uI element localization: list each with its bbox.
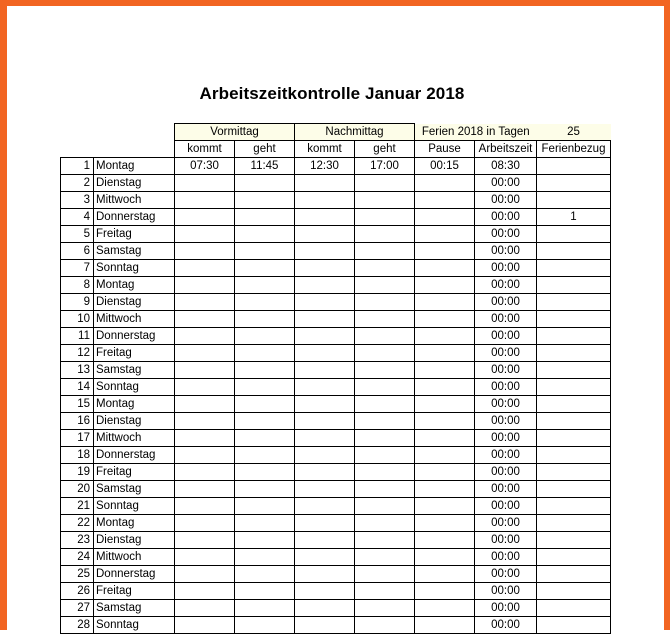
weekday-cell: Sonntag — [94, 498, 175, 515]
arbeitszeit-cell: 00:00 — [475, 617, 537, 634]
nm-kommt-cell[interactable] — [295, 243, 355, 260]
nm-kommt-cell[interactable] — [295, 175, 355, 192]
vm-geht-cell[interactable] — [235, 209, 295, 226]
nm-kommt-cell[interactable] — [295, 481, 355, 498]
table-row — [61, 532, 611, 549]
nm-kommt-cell[interactable] — [295, 413, 355, 430]
arbeitszeit-cell: 00:00 — [475, 515, 537, 532]
row-number-cell: 19 — [61, 464, 94, 481]
arbeitszeit-cell: 00:00 — [475, 413, 537, 430]
table-row — [61, 566, 611, 583]
vm-kommt-cell[interactable] — [175, 549, 235, 566]
nm-geht-cell[interactable] — [355, 362, 415, 379]
row-number-cell: 18 — [61, 447, 94, 464]
row-number-cell: 26 — [61, 583, 94, 600]
table-row — [61, 328, 611, 345]
nm-kommt-cell[interactable] — [295, 226, 355, 243]
ferienbezug-cell[interactable] — [537, 158, 611, 175]
header-nm-geht: geht — [355, 141, 415, 158]
header-pause: Pause — [415, 141, 475, 158]
vm-kommt-cell[interactable] — [175, 566, 235, 583]
row-number-cell: 8 — [61, 277, 94, 294]
vm-geht-cell[interactable] — [235, 413, 295, 430]
pause-cell[interactable] — [415, 277, 475, 294]
arbeitszeit-cell: 00:00 — [475, 396, 537, 413]
ferienbezug-cell[interactable] — [537, 600, 611, 617]
vm-geht-cell[interactable] — [235, 328, 295, 345]
arbeitszeit-cell: 00:00 — [475, 566, 537, 583]
ferienbezug-cell[interactable] — [537, 192, 611, 209]
row-number-cell: 28 — [61, 617, 94, 634]
nm-geht-cell[interactable] — [355, 175, 415, 192]
table-row — [61, 600, 611, 617]
arbeitszeit-cell: 00:00 — [475, 209, 537, 226]
pause-cell[interactable] — [415, 549, 475, 566]
ferienbezug-cell[interactable] — [537, 583, 611, 600]
table-row — [61, 209, 611, 226]
vm-geht-cell[interactable] — [235, 498, 295, 515]
nm-kommt-cell[interactable] — [295, 549, 355, 566]
vm-geht-cell[interactable] — [235, 294, 295, 311]
weekday-cell: Mittwoch — [94, 192, 175, 209]
table-row — [61, 498, 611, 515]
table-row — [61, 243, 611, 260]
nm-kommt-cell[interactable]: 12:30 — [295, 158, 355, 175]
pause-cell[interactable] — [415, 566, 475, 583]
pause-cell[interactable] — [415, 226, 475, 243]
ferien-days-value[interactable]: 25 — [537, 124, 611, 141]
vm-geht-cell[interactable]: 11:45 — [235, 158, 295, 175]
vm-geht-cell[interactable] — [235, 362, 295, 379]
pause-cell[interactable] — [415, 464, 475, 481]
arbeitszeit-cell: 00:00 — [475, 226, 537, 243]
nm-kommt-cell[interactable] — [295, 515, 355, 532]
pause-cell[interactable] — [415, 413, 475, 430]
pause-cell[interactable] — [415, 447, 475, 464]
row-number-cell: 7 — [61, 260, 94, 277]
vm-kommt-cell[interactable] — [175, 413, 235, 430]
weekday-cell: Donnerstag — [94, 209, 175, 226]
header-vormittag: Vormittag — [175, 124, 295, 141]
table-row — [61, 311, 611, 328]
vm-geht-cell[interactable] — [235, 311, 295, 328]
table-row — [61, 430, 611, 447]
table-row — [61, 192, 611, 209]
weekday-cell: Montag — [94, 158, 175, 175]
arbeitszeit-cell: 00:00 — [475, 447, 537, 464]
arbeitszeit-cell: 00:00 — [475, 430, 537, 447]
arbeitszeit-cell: 00:00 — [475, 583, 537, 600]
pause-cell[interactable] — [415, 345, 475, 362]
pause-cell[interactable] — [415, 532, 475, 549]
vm-kommt-cell[interactable] — [175, 362, 235, 379]
nm-geht-cell[interactable] — [355, 600, 415, 617]
nm-kommt-cell[interactable] — [295, 192, 355, 209]
ferienbezug-cell[interactable] — [537, 175, 611, 192]
nm-geht-cell[interactable] — [355, 413, 415, 430]
vm-kommt-cell[interactable] — [175, 192, 235, 209]
nm-geht-cell[interactable] — [355, 447, 415, 464]
table-row — [61, 379, 611, 396]
weekday-cell: Montag — [94, 515, 175, 532]
ferienbezug-cell[interactable] — [537, 498, 611, 515]
vm-geht-cell[interactable] — [235, 549, 295, 566]
arbeitszeit-cell: 00:00 — [475, 192, 537, 209]
weekday-cell: Sonntag — [94, 379, 175, 396]
page-title: Arbeitszeitkontrolle Januar 2018 — [199, 84, 465, 103]
row-number-cell: 13 — [61, 362, 94, 379]
vm-kommt-cell[interactable] — [175, 498, 235, 515]
table-row — [61, 481, 611, 498]
ferienbezug-cell[interactable] — [537, 345, 611, 362]
vm-geht-cell[interactable] — [235, 243, 295, 260]
nm-kommt-cell[interactable] — [295, 294, 355, 311]
header-vm-kommt: kommt — [175, 141, 235, 158]
nm-kommt-cell[interactable] — [295, 362, 355, 379]
header-vm-geht: geht — [235, 141, 295, 158]
weekday-cell: Samstag — [94, 243, 175, 260]
table-row — [61, 413, 611, 430]
weekday-cell: Samstag — [94, 362, 175, 379]
ferienbezug-cell[interactable] — [537, 260, 611, 277]
ferienbezug-cell[interactable] — [537, 464, 611, 481]
ferienbezug-cell[interactable] — [537, 447, 611, 464]
nm-geht-cell[interactable] — [355, 192, 415, 209]
vm-kommt-cell[interactable] — [175, 481, 235, 498]
vm-geht-cell[interactable] — [235, 532, 295, 549]
nm-geht-cell[interactable] — [355, 243, 415, 260]
nm-geht-cell[interactable]: 17:00 — [355, 158, 415, 175]
pause-cell[interactable] — [415, 396, 475, 413]
vm-kommt-cell[interactable] — [175, 464, 235, 481]
nm-kommt-cell[interactable] — [295, 345, 355, 362]
vm-kommt-cell[interactable] — [175, 328, 235, 345]
nm-kommt-cell[interactable] — [295, 277, 355, 294]
ferienbezug-cell[interactable] — [537, 515, 611, 532]
nm-geht-cell[interactable] — [355, 566, 415, 583]
nm-kommt-cell[interactable] — [295, 379, 355, 396]
nm-geht-cell[interactable] — [355, 294, 415, 311]
arbeitszeit-cell: 00:00 — [475, 464, 537, 481]
nm-geht-cell[interactable] — [355, 430, 415, 447]
nm-geht-cell[interactable] — [355, 464, 415, 481]
pause-cell[interactable] — [415, 362, 475, 379]
arbeitszeit-cell: 00:00 — [475, 328, 537, 345]
row-number-cell: 25 — [61, 566, 94, 583]
ferienbezug-cell[interactable] — [537, 328, 611, 345]
arbeitszeit-cell: 08:30 — [475, 158, 537, 175]
arbeitszeit-cell: 00:00 — [475, 277, 537, 294]
pause-cell[interactable] — [415, 379, 475, 396]
table-row — [61, 617, 611, 634]
table-row — [61, 345, 611, 362]
vm-geht-cell[interactable] — [235, 192, 295, 209]
header-row-columns — [61, 141, 611, 158]
weekday-cell: Montag — [94, 396, 175, 413]
pause-cell[interactable] — [415, 294, 475, 311]
vm-geht-cell[interactable] — [235, 566, 295, 583]
weekday-cell: Mittwoch — [94, 430, 175, 447]
table-row — [61, 549, 611, 566]
ferienbezug-cell[interactable] — [537, 379, 611, 396]
vm-geht-cell[interactable] — [235, 379, 295, 396]
nm-kommt-cell[interactable] — [295, 447, 355, 464]
vm-geht-cell[interactable] — [235, 583, 295, 600]
row-number-cell: 2 — [61, 175, 94, 192]
row-number-cell: 17 — [61, 430, 94, 447]
vm-geht-cell[interactable] — [235, 515, 295, 532]
vm-kommt-cell[interactable] — [175, 430, 235, 447]
nm-geht-cell[interactable] — [355, 396, 415, 413]
table-row — [61, 226, 611, 243]
vm-kommt-cell[interactable] — [175, 515, 235, 532]
header-nachmittag: Nachmittag — [295, 124, 415, 141]
nm-kommt-cell[interactable] — [295, 311, 355, 328]
ferienbezug-cell[interactable] — [537, 243, 611, 260]
nm-kommt-cell[interactable] — [295, 209, 355, 226]
arbeitszeit-cell: 00:00 — [475, 294, 537, 311]
header-nm-kommt: kommt — [295, 141, 355, 158]
vm-geht-cell[interactable] — [235, 600, 295, 617]
vm-kommt-cell[interactable] — [175, 396, 235, 413]
table-row — [61, 464, 611, 481]
nm-geht-cell[interactable] — [355, 515, 415, 532]
nm-kommt-cell[interactable] — [295, 583, 355, 600]
ferienbezug-cell[interactable] — [537, 549, 611, 566]
vm-kommt-cell[interactable] — [175, 243, 235, 260]
arbeitszeit-cell: 00:00 — [475, 260, 537, 277]
row-number-cell: 4 — [61, 209, 94, 226]
header-ferienbezug: Ferienbezug — [537, 141, 611, 158]
pause-cell[interactable] — [415, 515, 475, 532]
table-row — [61, 158, 611, 175]
vm-geht-cell[interactable] — [235, 175, 295, 192]
vm-kommt-cell[interactable] — [175, 447, 235, 464]
nm-kommt-cell[interactable] — [295, 430, 355, 447]
pause-cell[interactable]: 00:15 — [415, 158, 475, 175]
arbeitszeit-cell: 00:00 — [475, 311, 537, 328]
pause-cell[interactable] — [415, 175, 475, 192]
nm-geht-cell[interactable] — [355, 481, 415, 498]
nm-geht-cell[interactable] — [355, 209, 415, 226]
pause-cell[interactable] — [415, 209, 475, 226]
nm-kommt-cell[interactable] — [295, 532, 355, 549]
nm-kommt-cell[interactable] — [295, 464, 355, 481]
row-number-cell: 12 — [61, 345, 94, 362]
arbeitszeit-cell: 00:00 — [475, 345, 537, 362]
arbeitszeit-cell: 00:00 — [475, 379, 537, 396]
pause-cell[interactable] — [415, 498, 475, 515]
nm-geht-cell[interactable] — [355, 532, 415, 549]
weekday-cell: Samstag — [94, 481, 175, 498]
nm-geht-cell[interactable] — [355, 498, 415, 515]
nm-geht-cell[interactable] — [355, 226, 415, 243]
row-number-cell: 10 — [61, 311, 94, 328]
weekday-cell: Mittwoch — [94, 549, 175, 566]
nm-geht-cell[interactable] — [355, 260, 415, 277]
nm-geht-cell[interactable] — [355, 277, 415, 294]
table-row — [61, 260, 611, 277]
empty-cell — [61, 141, 94, 158]
weekday-cell: Donnerstag — [94, 447, 175, 464]
vm-geht-cell[interactable] — [235, 430, 295, 447]
weekday-cell: Mittwoch — [94, 311, 175, 328]
table-row — [61, 447, 611, 464]
weekday-cell: Dienstag — [94, 175, 175, 192]
vm-kommt-cell[interactable] — [175, 617, 235, 634]
row-number-cell: 14 — [61, 379, 94, 396]
weekday-cell: Donnerstag — [94, 566, 175, 583]
empty-cell — [94, 124, 175, 141]
pause-cell[interactable] — [415, 430, 475, 447]
nm-kommt-cell[interactable] — [295, 328, 355, 345]
pause-cell[interactable] — [415, 243, 475, 260]
vm-kommt-cell[interactable] — [175, 345, 235, 362]
vm-geht-cell[interactable] — [235, 345, 295, 362]
nm-geht-cell[interactable] — [355, 583, 415, 600]
arbeitszeit-cell: 00:00 — [475, 175, 537, 192]
nm-kommt-cell[interactable] — [295, 396, 355, 413]
vm-geht-cell[interactable] — [235, 260, 295, 277]
header-arbeitszeit: Arbeitszeit — [475, 141, 537, 158]
nm-kommt-cell[interactable] — [295, 260, 355, 277]
row-number-cell: 1 — [61, 158, 94, 175]
pause-cell[interactable] — [415, 583, 475, 600]
weekday-cell: Samstag — [94, 600, 175, 617]
empty-cell — [94, 141, 175, 158]
row-number-cell: 9 — [61, 294, 94, 311]
table-row — [61, 583, 611, 600]
vm-geht-cell[interactable] — [235, 226, 295, 243]
nm-geht-cell[interactable] — [355, 311, 415, 328]
row-number-cell: 15 — [61, 396, 94, 413]
vm-kommt-cell[interactable] — [175, 209, 235, 226]
arbeitszeit-cell: 00:00 — [475, 243, 537, 260]
ferienbezug-cell[interactable] — [537, 430, 611, 447]
row-number-cell: 5 — [61, 226, 94, 243]
ferienbezug-cell[interactable] — [537, 532, 611, 549]
vm-kommt-cell[interactable] — [175, 583, 235, 600]
nm-kommt-cell[interactable] — [295, 498, 355, 515]
table-row — [61, 175, 611, 192]
row-number-cell: 6 — [61, 243, 94, 260]
vm-kommt-cell[interactable] — [175, 311, 235, 328]
row-number-cell: 20 — [61, 481, 94, 498]
table-row — [61, 362, 611, 379]
arbeitszeit-cell: 00:00 — [475, 549, 537, 566]
vm-kommt-cell[interactable] — [175, 379, 235, 396]
arbeitszeit-cell: 00:00 — [475, 362, 537, 379]
weekday-cell: Dienstag — [94, 294, 175, 311]
weekday-cell: Donnerstag — [94, 328, 175, 345]
row-number-cell: 27 — [61, 600, 94, 617]
pause-cell[interactable] — [415, 328, 475, 345]
vm-kommt-cell[interactable] — [175, 277, 235, 294]
ferienbezug-cell[interactable] — [537, 277, 611, 294]
ferienbezug-cell[interactable] — [537, 226, 611, 243]
weekday-cell: Dienstag — [94, 532, 175, 549]
header-row-periods — [61, 124, 611, 141]
table-row — [61, 515, 611, 532]
table-row — [61, 277, 611, 294]
arbeitszeit-cell: 00:00 — [475, 532, 537, 549]
ferienbezug-cell[interactable]: 1 — [537, 209, 611, 226]
vm-kommt-cell[interactable] — [175, 294, 235, 311]
nm-kommt-cell[interactable] — [295, 617, 355, 634]
vm-kommt-cell[interactable] — [175, 226, 235, 243]
pause-cell[interactable] — [415, 260, 475, 277]
table-row — [61, 294, 611, 311]
ferienbezug-cell[interactable] — [537, 617, 611, 634]
vm-geht-cell[interactable] — [235, 464, 295, 481]
ferienbezug-cell[interactable] — [537, 294, 611, 311]
table-row — [61, 396, 611, 413]
nm-geht-cell[interactable] — [355, 379, 415, 396]
vm-geht-cell[interactable] — [235, 277, 295, 294]
row-number-cell: 21 — [61, 498, 94, 515]
ferienbezug-cell[interactable] — [537, 566, 611, 583]
weekday-cell: Freitag — [94, 464, 175, 481]
nm-geht-cell[interactable] — [355, 328, 415, 345]
vm-kommt-cell[interactable]: 07:30 — [175, 158, 235, 175]
vm-geht-cell[interactable] — [235, 617, 295, 634]
ferienbezug-cell[interactable] — [537, 311, 611, 328]
pause-cell[interactable] — [415, 311, 475, 328]
arbeitszeit-cell: 00:00 — [475, 600, 537, 617]
vm-kommt-cell[interactable] — [175, 532, 235, 549]
empty-cell — [61, 124, 94, 141]
arbeitszeit-cell: 00:00 — [475, 481, 537, 498]
row-number-cell: 22 — [61, 515, 94, 532]
weekday-cell: Freitag — [94, 345, 175, 362]
vm-kommt-cell[interactable] — [175, 175, 235, 192]
timesheet-table — [60, 123, 611, 634]
row-number-cell: 23 — [61, 532, 94, 549]
ferien-days-label: Ferien 2018 in Tagen — [415, 124, 537, 141]
ferienbezug-cell[interactable] — [537, 362, 611, 379]
vm-geht-cell[interactable] — [235, 481, 295, 498]
weekday-cell: Dienstag — [94, 413, 175, 430]
pause-cell[interactable] — [415, 617, 475, 634]
arbeitszeit-cell: 00:00 — [475, 498, 537, 515]
vm-geht-cell[interactable] — [235, 396, 295, 413]
nm-geht-cell[interactable] — [355, 345, 415, 362]
ferienbezug-cell[interactable] — [537, 413, 611, 430]
nm-kommt-cell[interactable] — [295, 600, 355, 617]
row-number-cell: 24 — [61, 549, 94, 566]
vm-kommt-cell[interactable] — [175, 600, 235, 617]
pause-cell[interactable] — [415, 481, 475, 498]
pause-cell[interactable] — [415, 600, 475, 617]
vm-kommt-cell[interactable] — [175, 260, 235, 277]
ferienbezug-cell[interactable] — [537, 481, 611, 498]
pause-cell[interactable] — [415, 192, 475, 209]
row-number-cell: 11 — [61, 328, 94, 345]
row-number-cell: 16 — [61, 413, 94, 430]
weekday-cell: Sonntag — [94, 260, 175, 277]
weekday-cell: Montag — [94, 277, 175, 294]
nm-kommt-cell[interactable] — [295, 566, 355, 583]
weekday-cell: Freitag — [94, 226, 175, 243]
weekday-cell: Freitag — [94, 583, 175, 600]
vm-geht-cell[interactable] — [235, 447, 295, 464]
weekday-cell: Sonntag — [94, 617, 175, 634]
ferienbezug-cell[interactable] — [537, 396, 611, 413]
nm-geht-cell[interactable] — [355, 549, 415, 566]
nm-geht-cell[interactable] — [355, 617, 415, 634]
row-number-cell: 3 — [61, 192, 94, 209]
